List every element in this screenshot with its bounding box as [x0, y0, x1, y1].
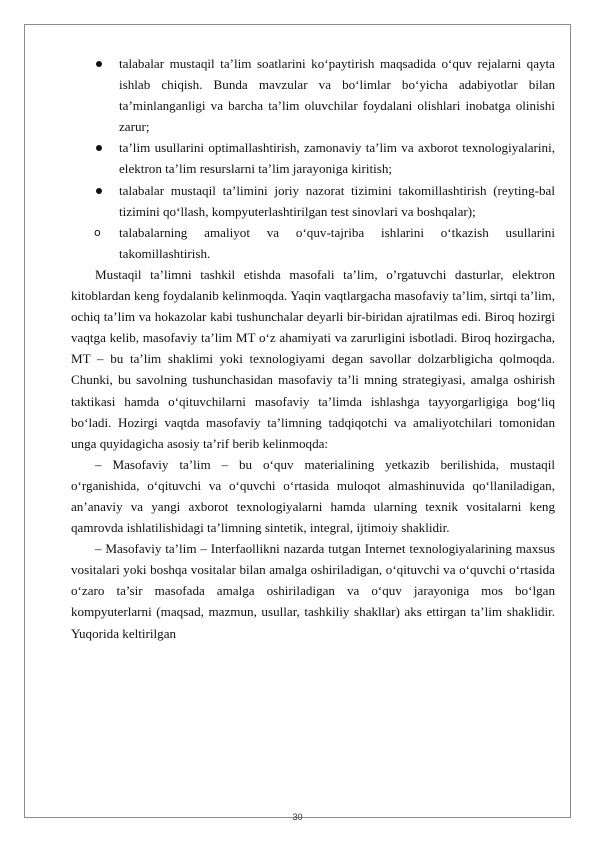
document-body	[71, 53, 555, 644]
page-number: 30	[292, 812, 303, 822]
paragraph: – Masofaviy ta’lim – Interfaollikni nazarda tutgan Internet texnologiyalarining maxsus vositalari yoki boshqa vositalar bilan amalga oshiriladigan, o‘qituvchi va o‘quvchi o‘rtasida o‘zaro ta’sir masofada amalga oshiriladigan va o‘quv jarayoniga mos bo‘lgan kompyuterlarni (maqsad, mazmun, usullar, tashkiliy shakllar) aks ettirgan ta’lim shaklidir. Yuqorida keltirilgan	[71, 541, 555, 641]
list-item	[95, 222, 555, 264]
bullet-circle-icon: o	[94, 225, 101, 239]
list-item	[95, 180, 555, 222]
paragraph: – Masofaviy ta’lim – bu o‘quv materialining yetkazib berilishida, mustaqil o‘rganishida, o‘qituvchi va o‘quvchi o‘rtasida muloqot almashinuvida qo‘llaniladigan, an’anaviy va yangi axborot texnologiyalarni hamda ularning texnik vositalarni keng qamrovda ishlatilishidagi ta’limning sintetik, integral, ijtimoiy shaklidir.	[71, 456, 555, 536]
list-item-text: ta’lim usullarini optimallashtirish, zamonaviy ta’lim va axborot texnologiyalarini, elektron ta’lim resurslarni ta’lim jarayoniga kiritish;	[119, 140, 555, 177]
list-item	[95, 137, 555, 179]
list-item	[95, 53, 555, 137]
list-item-text: talabalar mustaqil ta’limini joriy nazorat tizimini takomillashtirish (reyting-bal tizimini qo‘llash, kompyuterlashtirilgan test sinovlari va boshqalar);	[119, 182, 555, 219]
paragraph: Mustaqil ta’limni tashkil etishda masofali ta’lim, o’rgatuvchi dasturlar, elektron kitoblardan keng foydalanib kelinmoqda. Yaqin vaqtlargacha masofaviy ta’lim, sirtqi ta’lim, ochiq ta’lim va hokazolar kabi tushunchalar deyarli bir-biridan ajratilmas edi. Biroq hozirgi vaqtga kelib, masofaviy ta’lim MT o‘z ahamiyati va zarurligini isbotladi. Biroq hozirgacha, MT – bu ta’lim shaklimi yoki texnologiyami degan savollar dolzarbligicha qolmoqda. Chunki, bu savolning tushunchasidan masofaviy ta’li mning strategiyasi, amalga oshirish taktikasi hamda o‘qituvchilarni masofaviy ta’limda ishlashga tayyorgarligiga bog‘liq bo‘ladi. Hozirgi vaqtda masofaviy ta’limning tadqiqotchi va amaliyotchilari tomonidan unga quyidagicha asosiy ta’rif berib kelinmoqda:	[71, 266, 555, 451]
list-item-text: talabalar mustaqil ta’lim soatlarini ko‘paytirish maqsadida o‘quv rejalarni qayta ishlab chiqish. Bunda mavzular va bo‘limlar bo‘yicha adabiyotlar bilan ta’minlanganligi va barcha ta’lim oluvchilar foydalani olishlari inobatga olinishi zarur;	[119, 56, 555, 135]
list-item-text: talabalarning amaliyot va o‘quv-tajriba ishlarini o‘tkazish usullarini takomillashtirish.	[119, 224, 555, 261]
